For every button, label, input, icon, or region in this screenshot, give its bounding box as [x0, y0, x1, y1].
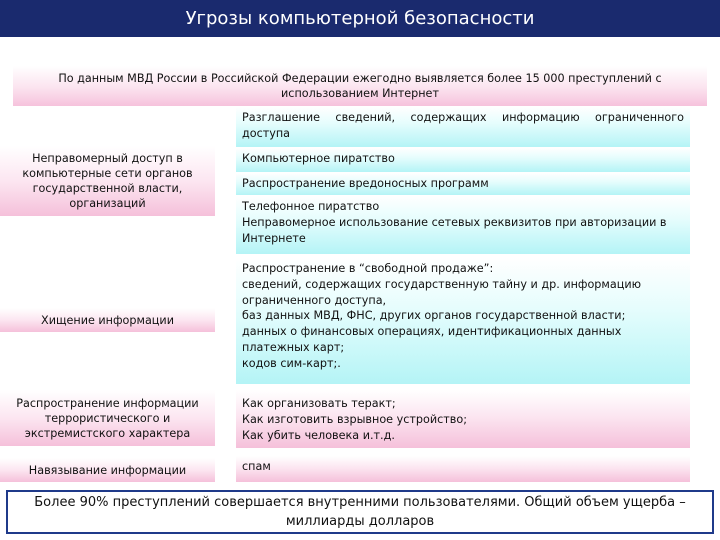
detail-information-theft [236, 258, 690, 384]
category-information-theft [0, 308, 215, 332]
page-title [0, 0, 720, 37]
theft-line: Распространение в “свободной продаже”: [242, 262, 494, 275]
page-title-text: Угрозы компьютерной безопасности [185, 8, 535, 29]
theft-line: платежных карт; [242, 340, 345, 354]
detail-terrorist-content [236, 390, 690, 448]
theft-line: ограниченного доступа, [242, 293, 387, 307]
terror-line: Как убить человека и.т.д. [242, 428, 395, 442]
detail-piracy: Компьютерное пиратство [236, 148, 690, 172]
detail-phone-and-misuse [236, 196, 690, 254]
theft-line: баз данных МВД, ФНС, других органов государственной власти; [242, 309, 626, 323]
detail-spam: спам [236, 456, 690, 482]
category-label: Распространение информации террористического и экстремистского характера [16, 396, 199, 440]
theft-line: сведений, содержащих государственную тайну и др. информацию [242, 277, 642, 291]
detail-malware: Распространение вредоносных программ [236, 173, 690, 195]
detail-disclosure: Разглашение сведений, содержащих информацию ограниченного доступа [236, 107, 690, 147]
theft-line: кодов сим-карт;. [242, 356, 341, 370]
category-information-imposition [0, 458, 215, 482]
category-terrorist-content [0, 390, 215, 446]
detail-phone-piracy: Телефонное пиратство [242, 200, 380, 213]
detail-network-misuse: Неправомерное использование сетевых реквизитов при авторизации в Интернете [242, 215, 667, 245]
category-label: Навязывание информации [28, 463, 187, 477]
footer-summary: Более 90% преступлений совершается внутренними пользователями. Общий объем ущерба – миллиарды долларов [6, 490, 714, 534]
terror-line: Как организовать теракт; [242, 397, 396, 410]
category-unauthorized-access [0, 146, 215, 216]
category-label: Неправомерный доступ в компьютерные сети органов государственной власти, организаций [22, 152, 193, 210]
theft-line: данных о финансовых операциях, идентификационных данных [242, 325, 622, 339]
category-label: Хищение информации [41, 313, 174, 327]
source-statement: По данным МВД России в Российской Федерации ежегодно выявляется более 15 000 преступлений с использованием Интернет [13, 66, 707, 106]
terror-line: Как изготовить взрывное устройство; [242, 412, 467, 426]
